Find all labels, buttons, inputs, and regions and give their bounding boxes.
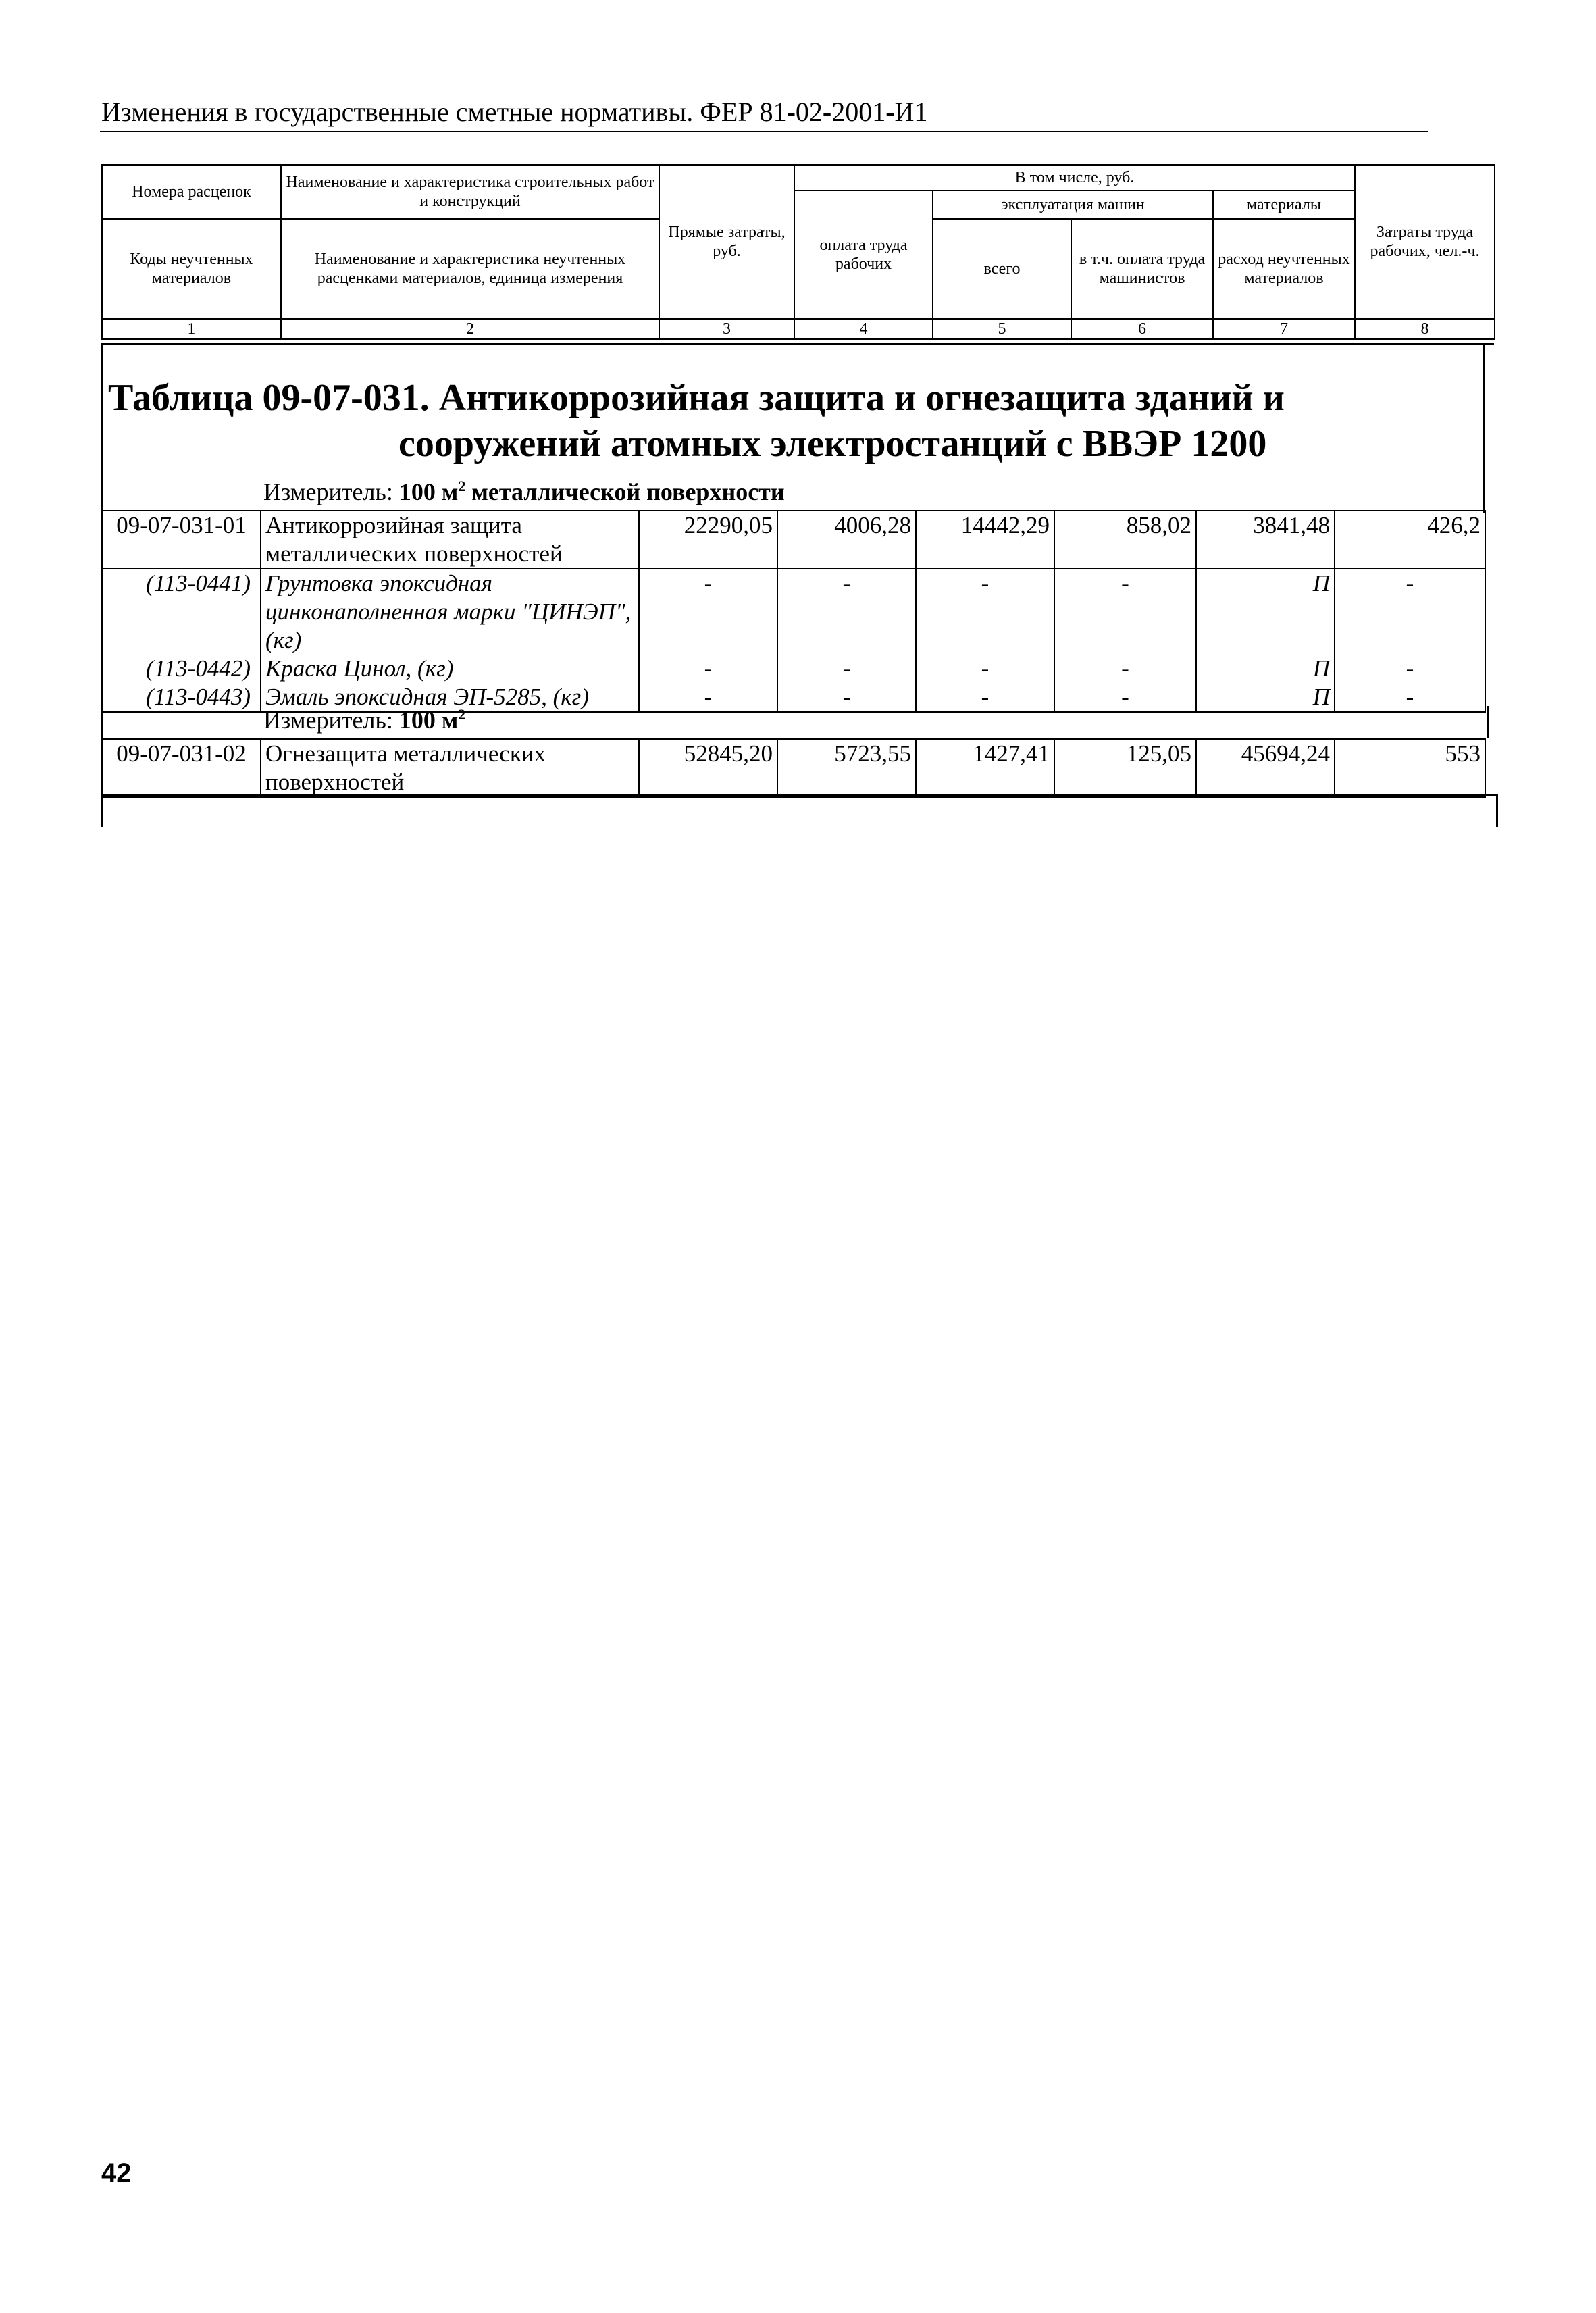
header-direct-costs: Прямые затраты, руб. [659, 165, 794, 319]
rates-table-part-2 [101, 738, 1486, 798]
table-frame-top [101, 343, 1494, 345]
header-rate-numbers: Номера расценок [102, 165, 281, 219]
machines-total-value: - [916, 655, 1054, 683]
direct-costs-value: - [639, 683, 777, 712]
header-machinist-pay: в т.ч. оплата труда машинистов [1071, 219, 1213, 319]
column-number: 1 [102, 319, 281, 339]
direct-costs-value: 52845,20 [639, 739, 777, 797]
machinist-pay-value: - [1054, 655, 1196, 683]
direct-costs-value: 22290,05 [639, 511, 777, 569]
meter-line [263, 478, 785, 506]
machines-total-value: - [916, 569, 1054, 655]
machines-total-value: - [916, 683, 1054, 712]
table-row [102, 655, 1485, 683]
meter-prefix: Измеритель: [263, 707, 399, 734]
labor-hours-value: - [1335, 569, 1485, 655]
meter-suffix: металлической поверхности [465, 478, 785, 505]
meter-exponent: 2 [458, 478, 466, 494]
header-including: В том числе, руб. [794, 165, 1355, 190]
materials-value: П [1196, 655, 1335, 683]
column-header-table [101, 164, 1495, 340]
column-number: 8 [1355, 319, 1495, 339]
table-row [102, 739, 1485, 797]
worker-pay-value: - [777, 569, 916, 655]
column-number: 5 [933, 319, 1071, 339]
machinist-pay-value: - [1054, 569, 1196, 655]
meter-exponent: 2 [458, 706, 466, 723]
machines-total-value: 14442,29 [916, 511, 1054, 569]
material-code: (113-0441) [102, 569, 261, 655]
machinist-pay-value: - [1054, 683, 1196, 712]
machines-total-value: 1427,41 [916, 739, 1054, 797]
material-name: Краска Цинол, (кг) [261, 655, 639, 683]
labor-hours-value: - [1335, 655, 1485, 683]
meter-value: 100 м [398, 478, 459, 505]
table-title-line-1: Таблица 09-07-031. Антикоррозийная защита и огнезащита зданий и [108, 377, 1285, 419]
materials-value: П [1196, 569, 1335, 655]
header-machines-total: всего [933, 219, 1071, 319]
labor-hours-value: 553 [1335, 739, 1485, 797]
table-title [108, 375, 1486, 467]
header-material-codes: Коды неучтенных материалов [102, 219, 281, 319]
materials-value: 45694,24 [1196, 739, 1335, 797]
page-number: 42 [101, 2158, 132, 2188]
rate-name: Антикоррозийная защита металлических поверхностей [261, 511, 639, 569]
material-code: (113-0442) [102, 655, 261, 683]
direct-costs-value: - [639, 655, 777, 683]
rate-name: Огнезащита металлических поверхностей [261, 739, 639, 797]
table-frame-bottom [101, 794, 1498, 827]
material-code: (113-0443) [102, 683, 261, 712]
column-number: 2 [281, 319, 659, 339]
header-material-name: Наименование и характеристика неучтенных расценками материалов, единица измерения [281, 219, 659, 319]
column-number: 4 [794, 319, 933, 339]
table-row [102, 569, 1485, 655]
header-work-name: Наименование и характеристика строительных работ и конструкций [281, 165, 659, 219]
materials-value: 3841,48 [1196, 511, 1335, 569]
header-machine-operation: эксплуатация машин [933, 190, 1213, 219]
header-labor-hours: Затраты труда рабочих, чел.-ч. [1355, 165, 1495, 319]
table-row [102, 511, 1485, 569]
running-header: Изменения в государственные сметные нормативы. ФЕР 81-02-2001-И1 [101, 97, 928, 127]
header-worker-pay: оплата труда рабочих [794, 190, 933, 319]
rate-code: 09-07-031-01 [102, 511, 261, 569]
column-number: 3 [659, 319, 794, 339]
material-name: Эмаль эпоксидная ЭП-5285, (кг) [261, 683, 639, 712]
worker-pay-value: - [777, 655, 916, 683]
table-title-line-2: сооружений атомных электростанций с ВВЭР 1200 [398, 423, 1267, 465]
column-number: 7 [1213, 319, 1355, 339]
table-frame-left [101, 343, 103, 513]
material-name: Грунтовка эпоксидная цинконаполненная марки "ЦИНЭП", (кг) [261, 569, 639, 655]
worker-pay-value: - [777, 683, 916, 712]
header-materials: материалы [1213, 190, 1355, 219]
meter-value: 100 м [398, 707, 459, 734]
labor-hours-value: 426,2 [1335, 511, 1485, 569]
rate-code: 09-07-031-02 [102, 739, 261, 797]
meter-prefix: Измеритель: [263, 478, 399, 505]
worker-pay-value: 5723,55 [777, 739, 916, 797]
materials-value: П [1196, 683, 1335, 712]
header-material-consumption: расход неучтенных материалов [1213, 219, 1355, 319]
header-rule [100, 131, 1428, 132]
rates-table-part-1 [101, 510, 1486, 713]
column-number: 6 [1071, 319, 1213, 339]
machinist-pay-value: 858,02 [1054, 511, 1196, 569]
direct-costs-value: - [639, 569, 777, 655]
labor-hours-value: - [1335, 683, 1485, 712]
meter-line [263, 706, 465, 734]
worker-pay-value: 4006,28 [777, 511, 916, 569]
machinist-pay-value: 125,05 [1054, 739, 1196, 797]
